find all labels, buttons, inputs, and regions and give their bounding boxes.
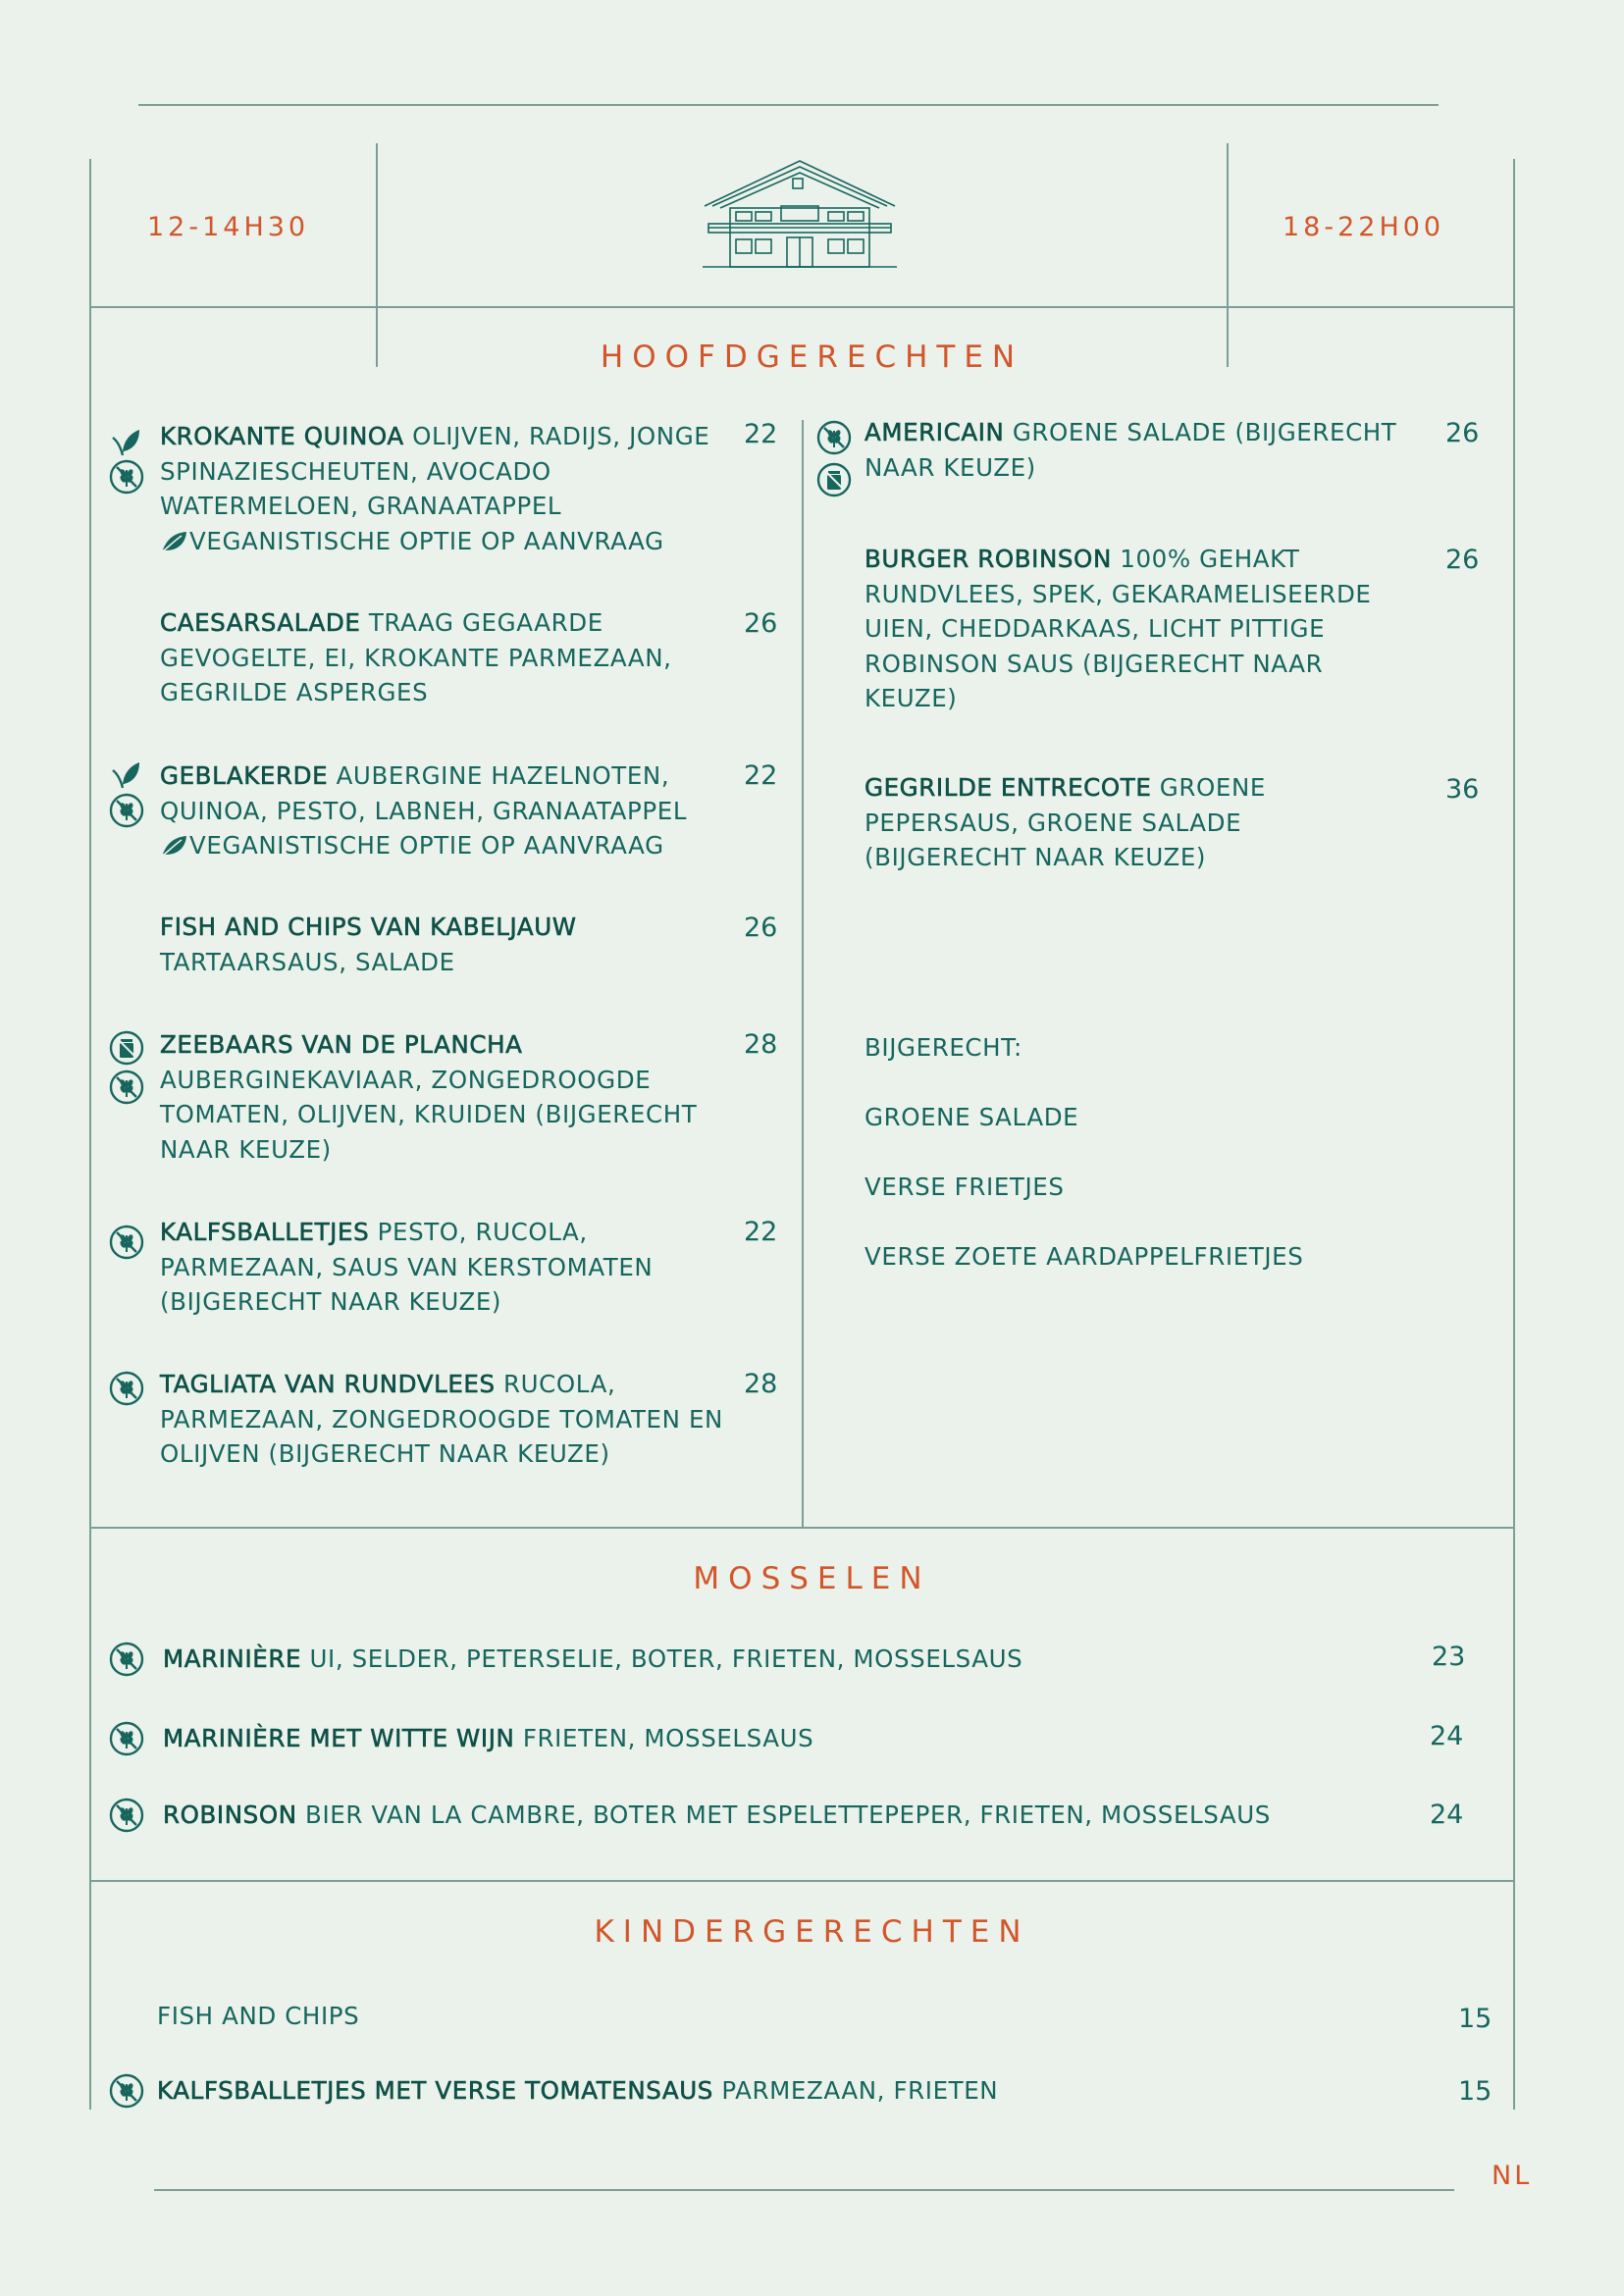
header-bottom-line: [89, 306, 1515, 308]
dish-description: PARMEZAAN, FRIETEN: [721, 2076, 999, 2105]
dish-note: VEGANISTISCHE OPTIE OP AANVRAAG: [189, 831, 664, 860]
gluten-free-icon: [109, 793, 144, 828]
menu-item-caesarsalade: [160, 605, 739, 710]
dish-name: ROBINSON: [163, 1800, 297, 1829]
dish-price: 26: [744, 913, 778, 943]
mussels-item-mariniere-witte-wijn: [163, 1721, 1439, 1756]
dish-description: TARTAARSAUS, SALADE: [160, 947, 455, 976]
header-divider-right: [1227, 143, 1229, 367]
language-label: NL: [1492, 2161, 1533, 2191]
side-item: VERSE ZOETE AARDAPPELFRIETJES: [864, 1242, 1304, 1271]
gluten-free-icon: [109, 1070, 144, 1105]
menu-item-fish-and-chips: [160, 910, 739, 979]
dinner-hours: 18-22H00: [1283, 212, 1445, 242]
vegan-leaf-icon: [160, 832, 189, 858]
dish-price: 24: [1430, 1721, 1464, 1751]
dish-name: ZEEBAARS VAN DE PLANCHA: [160, 1030, 523, 1059]
dish-description: PESTO, RUCOLA, PARMEZAAN, SAUS VAN KERSTOMATEN (BIJGERECHT NAAR KEUZE): [160, 1218, 654, 1316]
dish-price: 22: [744, 419, 778, 449]
vegan-leaf-icon: [160, 528, 189, 553]
dish-price: 28: [744, 1369, 778, 1399]
dish-description: OLIJVEN, RADIJS, JONGE SPINAZIESCHEUTEN, AVOCADO WATERMELOEN, GRANAATAPPEL: [160, 422, 710, 520]
menu-item-krokante-quinoa: [160, 419, 739, 558]
dish-description: 100% GEHAKT RUNDVLEES, SPEK, GEKARAMELISEERDE UIEN, CHEDDARKAAS, LICHT PITTIGE ROBINSON SAUS (BIJGERECHT NAAR KEUZE): [864, 545, 1372, 712]
dish-price: 28: [744, 1029, 778, 1060]
dish-name: KALFSBALLETJES: [160, 1218, 370, 1246]
gluten-free-icon: [109, 459, 144, 495]
menu-item-americain: [864, 415, 1414, 485]
side-item: GROENE SALADE: [864, 1103, 1079, 1131]
dish-description: GROENE SALADE (BIJGERECHT NAAR KEUZE): [864, 418, 1397, 482]
menu-item-burger-robinson: [864, 542, 1414, 716]
mussels-section-title: MOSSELEN: [693, 1561, 931, 1596]
dish-name: GEBLAKERDE: [160, 761, 329, 790]
top-rule: [138, 104, 1439, 106]
menu-item-geblakerde-aubergine: [160, 758, 739, 863]
gluten-free-icon: [109, 1371, 144, 1406]
dish-price: 36: [1445, 774, 1480, 805]
mussels-top-line: [89, 1527, 1515, 1529]
gluten-free-icon: [109, 2073, 144, 2109]
dish-price: 26: [744, 608, 778, 639]
gluten-free-icon: [109, 1798, 144, 1833]
menu-item-zeebaars: [160, 1027, 739, 1167]
mussels-item-mariniere: [163, 1642, 1439, 1677]
side-item: VERSE FRIETJES: [864, 1173, 1065, 1201]
dish-price: 24: [1430, 1800, 1464, 1830]
dish-price: 22: [744, 760, 778, 791]
dish-name: CAESARSALADE: [160, 608, 361, 637]
dish-name: MARINIÈRE: [163, 1644, 302, 1673]
menu-item-kalfsballetjes: [160, 1215, 739, 1320]
gluten-free-icon: [816, 420, 852, 455]
gluten-free-icon: [109, 1642, 144, 1677]
mussels-item-robinson: [163, 1798, 1439, 1833]
dish-description: BIER VAN LA CAMBRE, BOTER MET ESPELETTEPEPER, FRIETEN, MOSSELSAUS: [305, 1800, 1271, 1829]
dish-price: 26: [1445, 418, 1480, 448]
dish-description: TRAAG GEGAARDE GEVOGELTE, EI, KROKANTE PARMEZAAN, GEGRILDE ASPERGES: [160, 608, 672, 706]
bottom-rule: [154, 2189, 1454, 2191]
dish-name: BURGER ROBINSON: [864, 545, 1112, 573]
column-divider: [802, 420, 804, 1527]
dish-name: AMERICAIN: [864, 418, 1005, 446]
menu-item-tagliata: [160, 1367, 739, 1472]
vegetarian-icon: [109, 757, 144, 792]
gluten-free-icon: [109, 1721, 144, 1756]
header-divider-left: [376, 143, 378, 367]
menu-item-gegrilde-entrecote: [864, 770, 1316, 875]
kids-top-line: [89, 1880, 1515, 1882]
main-section-title: HOOFDGERECHTEN: [600, 339, 1024, 375]
dish-name: KROKANTE QUINOA: [160, 422, 404, 450]
gluten-free-icon: [109, 1225, 144, 1260]
lunch-hours: 12-14H30: [147, 212, 310, 242]
dish-price: 22: [744, 1217, 778, 1247]
dish-description: AUBERGINEKAVIAAR, ZONGEDROOGDE TOMATEN, OLIJVEN, KRUIDEN (BIJGERECHT NAAR KEUZE): [160, 1065, 698, 1164]
frame-left-line: [89, 159, 91, 2110]
kids-item-kalfsballetjes: [157, 2073, 1384, 2109]
dish-name: TAGLIATA VAN RUNDVLEES: [160, 1370, 496, 1398]
dish-description: FRIETEN, MOSSELSAUS: [522, 1724, 814, 1752]
chalet-house-icon: [703, 157, 897, 270]
dish-name: MARINIÈRE MET WITTE WIJN: [163, 1724, 515, 1752]
dish-price: 15: [1458, 2004, 1493, 2034]
dish-price: 26: [1445, 545, 1480, 575]
lactose-free-icon: [109, 1030, 144, 1066]
kids-section-title: KINDERGERECHTEN: [594, 1914, 1030, 1950]
dish-description: AUBERGINE HAZELNOTEN, QUINOA, PESTO, LABNEH, GRANAATAPPEL: [160, 761, 688, 825]
dish-note: VEGANISTISCHE OPTIE OP AANVRAAG: [189, 526, 664, 555]
lactose-free-icon: [816, 462, 852, 497]
dish-price: 23: [1432, 1642, 1466, 1672]
dish-name: KALFSBALLETJES MET VERSE TOMATENSAUS: [157, 2076, 713, 2105]
frame-right-line: [1513, 159, 1515, 2110]
kids-item-fish-and-chips: [157, 1999, 1384, 2034]
dish-description: GROENE PEPERSAUS, GROENE SALADE (BIJGERECHT NAAR KEUZE): [864, 773, 1266, 871]
dish-price: 15: [1458, 2076, 1493, 2107]
dish-description: UI, SELDER, PETERSELIE, BOTER, FRIETEN, MOSSELSAUS: [309, 1644, 1023, 1673]
sides-title: BIJGERECHT:: [864, 1033, 1022, 1062]
dish-name: GEGRILDE ENTRECOTE: [864, 773, 1152, 802]
dish-name: FISH AND CHIPS: [157, 2002, 360, 2030]
dish-description: RUCOLA, PARMEZAAN, ZONGEDROOGDE TOMATEN EN OLIJVEN (BIJGERECHT NAAR KEUZE): [160, 1370, 723, 1468]
vegetarian-icon: [109, 424, 144, 459]
dish-name: FISH AND CHIPS VAN KABELJAUW: [160, 913, 577, 941]
